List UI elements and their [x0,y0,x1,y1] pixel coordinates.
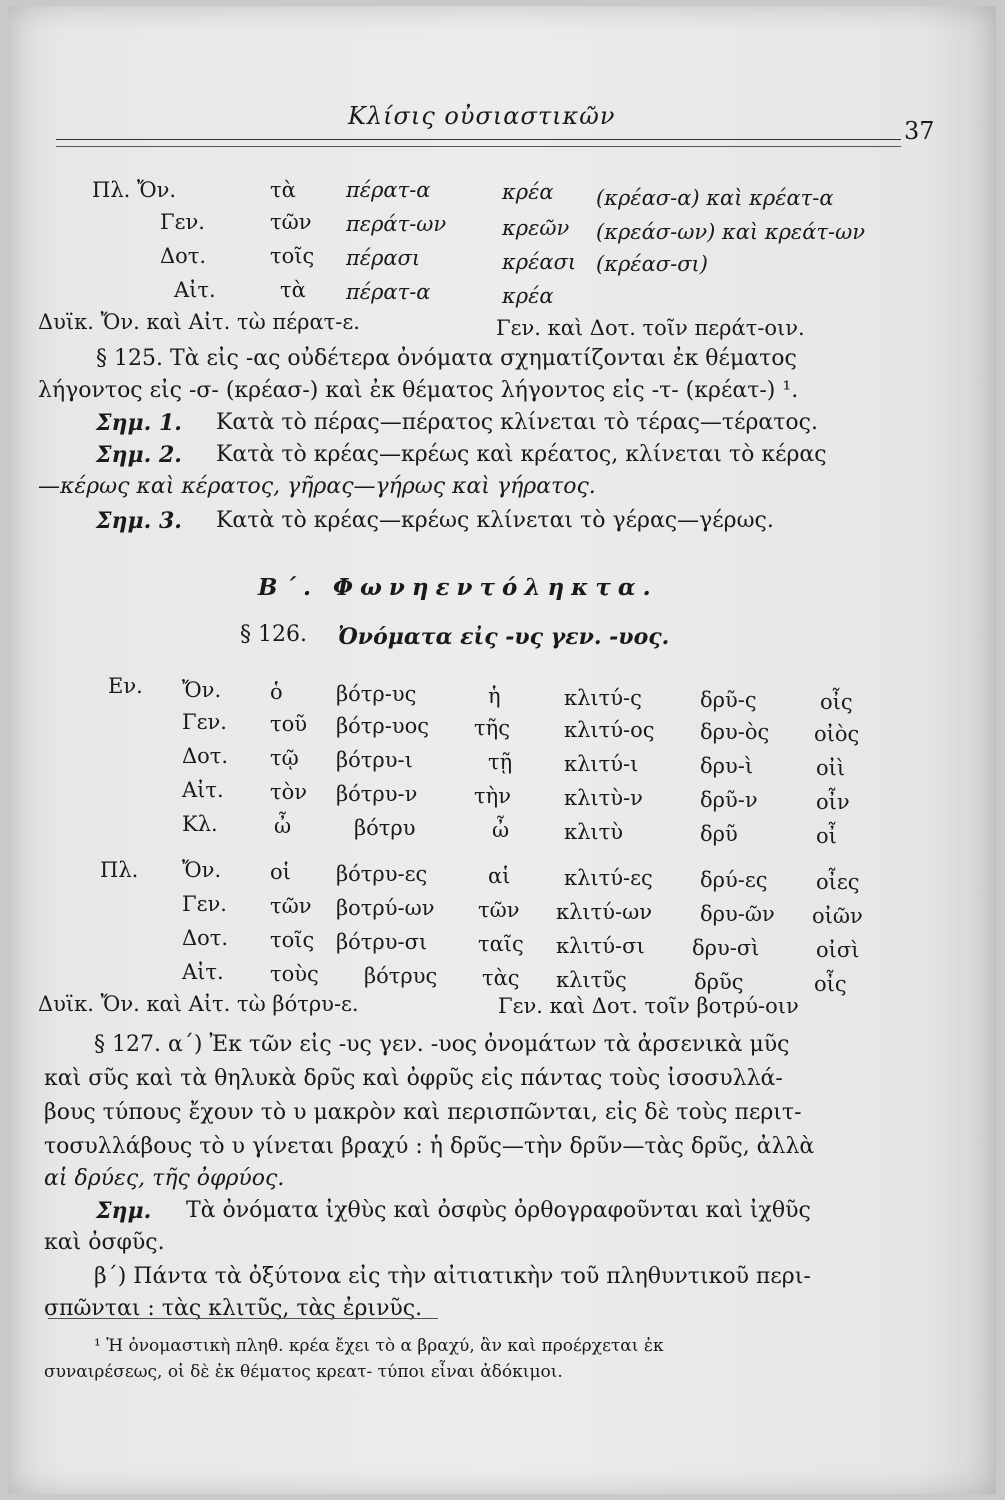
table2-cell: οἰὶ [816,756,846,780]
table2-article: τῶν [478,898,520,922]
table1-cell: τοῖς [270,244,315,268]
note2-text-cont: —κέρως καὶ κέρατος, γῆρας—γήρως καὶ γήρατος. [38,474,596,499]
table1-cell: τὰ [280,278,306,302]
table1-cell: πέρασι [346,246,421,270]
table1-cell: κρέασι [502,250,577,274]
table2-cell: οἶν [816,790,850,814]
table2-article: τῷ [270,746,299,770]
book-page [8,6,996,1494]
table2-cell: κλιτύ-ων [556,900,653,924]
note3-label: Σημ. 3. [96,508,182,534]
para126-title: Ὀνόματα εἰς -υς γεν. -υος. [338,624,670,650]
note1-text: Κατὰ τὸ πέρας—πέρατος κλίνεται τὸ τέρας—τέρατος. [216,410,818,435]
table2-cell: κλιτύ-σι [556,934,645,958]
table2-article: τοὺς [270,962,319,986]
table2-cell: βότρυ-σι [336,930,428,954]
table2-article: τοῦ [270,712,308,736]
table2-article: ὦ [274,814,292,838]
note2-text: Κατὰ τὸ κρέας—κρέως καὶ κρέατος, κλίνεται τὸ κέρας [216,442,827,467]
note4-line1: Τὰ ὀνόματα ἰχθὺς καὶ ὀσφὺς ὀρθογραφοῦνται καὶ ἰχθῦς [186,1198,811,1223]
footnote-rule [48,1318,438,1319]
table2-case: Γεν. [182,892,227,916]
table2-cell: οἶες [816,870,860,894]
table1-cell: κρέα [502,284,554,308]
para127-line3: βους τύπους ἔχουν τὸ υ μακρὸν καὶ περισπῶνται, εἰς δὲ τοὺς περιτ- [44,1100,802,1125]
table2-cell: βότρυς [364,964,438,988]
note1-label: Σημ. 1. [96,410,182,436]
page-number: 37 [904,117,935,145]
table2-case: Δοτ. [182,744,229,768]
header-rule [56,139,901,140]
table2-cell: δρυ-ὶ [700,754,754,778]
table2-cell: δρῦς [694,970,744,994]
table2-case: Αἰτ. [182,778,224,802]
table2-article: τῶν [270,894,312,918]
table1-cell: (κρέασ-σι) [596,252,708,276]
para-b-line1: β΄) Πάντα τὰ ὀξύτονα εἰς τὴν αἰτιατικὴν τοῦ πληθυντικοῦ περι- [94,1264,811,1289]
para127-line4: τοσυλλάβους τὸ υ γίνεται βραχύ : ἡ δρῦς—τὴν δρῦν—τὰς δρῦς, ἀλλὰ [44,1134,815,1159]
table2-cell: βότρ-υος [336,714,430,738]
table2-cell: κλιτῦς [556,968,627,992]
table2-cell: κλιτύ-ες [564,866,653,890]
table2-article: τὰς [482,966,520,990]
header-rule-thin [56,146,901,147]
table2-cell: δρυ-σὶ [692,936,760,960]
table2-cell: βότρυ-ες [336,862,428,886]
table1-label: Πλ. Ὄν. [92,178,177,202]
table2-cell: οἰὸς [814,722,860,746]
table2-cell: οἰῶν [812,904,863,928]
table2-cell: δρύ-ες [700,868,768,892]
table2-article: τῇ [488,750,513,774]
table2-cell: κλιτύ-ος [564,718,655,742]
table1-cell: τὰ [270,178,296,202]
footnote-line1: ¹ Ἡ ὀνομαστικὴ πληθ. κρέα ἔχει τὸ α βραχύ, ἂν καὶ προέρχεται ἐκ [94,1336,664,1356]
table2-cell: βότρυ [354,816,416,840]
table1-cell: πέρατ-α [346,178,431,202]
table2-article: αἱ [488,864,511,888]
table2-cell: κλιτὺ-ν [564,786,643,810]
para125-line2: λήγοντος εἰς -σ- (κρέασ-) καὶ ἐκ θέματος λήγοντος εἰς -τ- (κρέατ-) ¹. [38,378,799,403]
table2-article: ταῖς [478,932,524,956]
table2-case: Αἰτ. [182,960,224,984]
table1-cell: τῶν [270,210,312,234]
para127-line1: § 127. α΄) Ἐκ τῶν εἰς -υς γεν. -υος ὀνομάτων τὰ ἀρσενικὰ μῦς [94,1032,790,1057]
table2-cell: οἶ [816,824,837,848]
table2-cell: κλιτὺ [564,820,624,844]
table1-cell: κρέα [502,180,554,204]
note2-label: Σημ. 2. [96,442,182,468]
table2-case: Ὄν. [182,858,222,882]
table2-article: τὸν [270,780,308,804]
para127-line5: αἱ δρύες, τῆς ὀφρύος. [44,1166,285,1191]
running-header-title: Κλίσις οὐσιαστικῶν [348,102,616,130]
para-b-line2: σπῶνται : τὰς κλιτῦς, τὰς ἐρινῦς. [44,1296,423,1321]
table2-cell: δρῦ [700,822,738,846]
para127-line2: καὶ σῦς καὶ τὰ θηλυκὰ δρῦς καὶ ὀφρῦς εἰς πάντας τοὺς ἰσοσυλλά- [44,1066,783,1091]
table2-article: τὴν [474,784,511,808]
note3-text: Κατὰ τὸ κρέας—κρέως κλίνεται τὸ γέρας—γέρως. [216,508,774,533]
table2-case: Κλ. [182,812,218,836]
footnote-line2: συναιρέσεως, οἱ δὲ ἐκ θέματος κρεατ- τύποι εἶναι ἀδόκιμοι. [44,1362,563,1382]
table2-cell: κλιτύ-ι [564,752,639,776]
table2-article: τοῖς [270,928,315,952]
table2-article: ὁ [270,680,283,704]
table1-cell: περάτ-ων [346,212,447,236]
table1-label: Αἰτ. [174,278,216,302]
table2-cell: βότρ-υς [336,682,417,706]
table1-dual-line-right: Γεν. καὶ Δοτ. τοῖν περάτ-οιν. [496,316,805,340]
table2-cell: βότρυ-ι [336,748,413,772]
table1-cell: (κρεάσ-ων) καὶ κρεάτ-ων [596,220,865,244]
table2-cell: οἶς [820,690,853,714]
table2-article: ἡ [488,684,501,708]
note4-label: Σημ. [96,1198,152,1224]
table2-case: Δοτ. [182,926,229,950]
table2-number-label: Πλ. [100,858,139,882]
table2-cell: οἰσὶ [816,938,860,962]
table2-dual-line-right: Γεν. καὶ Δοτ. τοῖν βοτρύ-οιν [498,994,799,1018]
table2-dual-line: Δυϊκ. Ὄν. καὶ Αἰτ. τὼ βότρυ-ε. [38,992,359,1016]
table2-cell: δρυ-ῶν [700,902,775,926]
table2-cell: οἶς [814,972,847,996]
para126-number: § 126. [240,622,307,647]
table2-cell: κλιτύ-ς [564,686,642,710]
table2-article: τῆς [474,716,510,740]
table2-case: Ὄν. [182,678,222,702]
table1-dual-line: Δυϊκ. Ὄν. καὶ Αἰτ. τὼ πέρατ-ε. [38,310,360,334]
table1-cell: κρεῶν [502,216,570,240]
table2-cell: βότρυ-ν [336,782,418,806]
table1-label: Δοτ. [160,244,207,268]
table2-number-label: Εν. [108,674,143,698]
table2-article: οἱ [270,860,291,884]
table2-case: Γεν. [182,710,227,734]
table1-cell: (κρέασ-α) καὶ κρέατ-α [596,186,834,210]
table1-label: Γεν. [160,210,205,234]
table1-cell: πέρατ-α [346,280,431,304]
table2-cell: δρῦ-ν [700,788,758,812]
note4-line2: καὶ ὀσφῦς. [44,1230,165,1255]
table2-cell: βοτρύ-ων [336,896,435,920]
table2-cell: δρυ-ὸς [700,720,770,744]
para125-line1: § 125. Τὰ εἰς -ας οὐδέτερα ὀνόματα σχηματίζονται ἐκ θέματος [96,346,797,371]
table2-cell: δρῦ-ς [700,688,757,712]
table2-article: ὦ [492,818,510,842]
section-heading: Β΄. Φωνηεντόληκτα. [258,574,658,601]
